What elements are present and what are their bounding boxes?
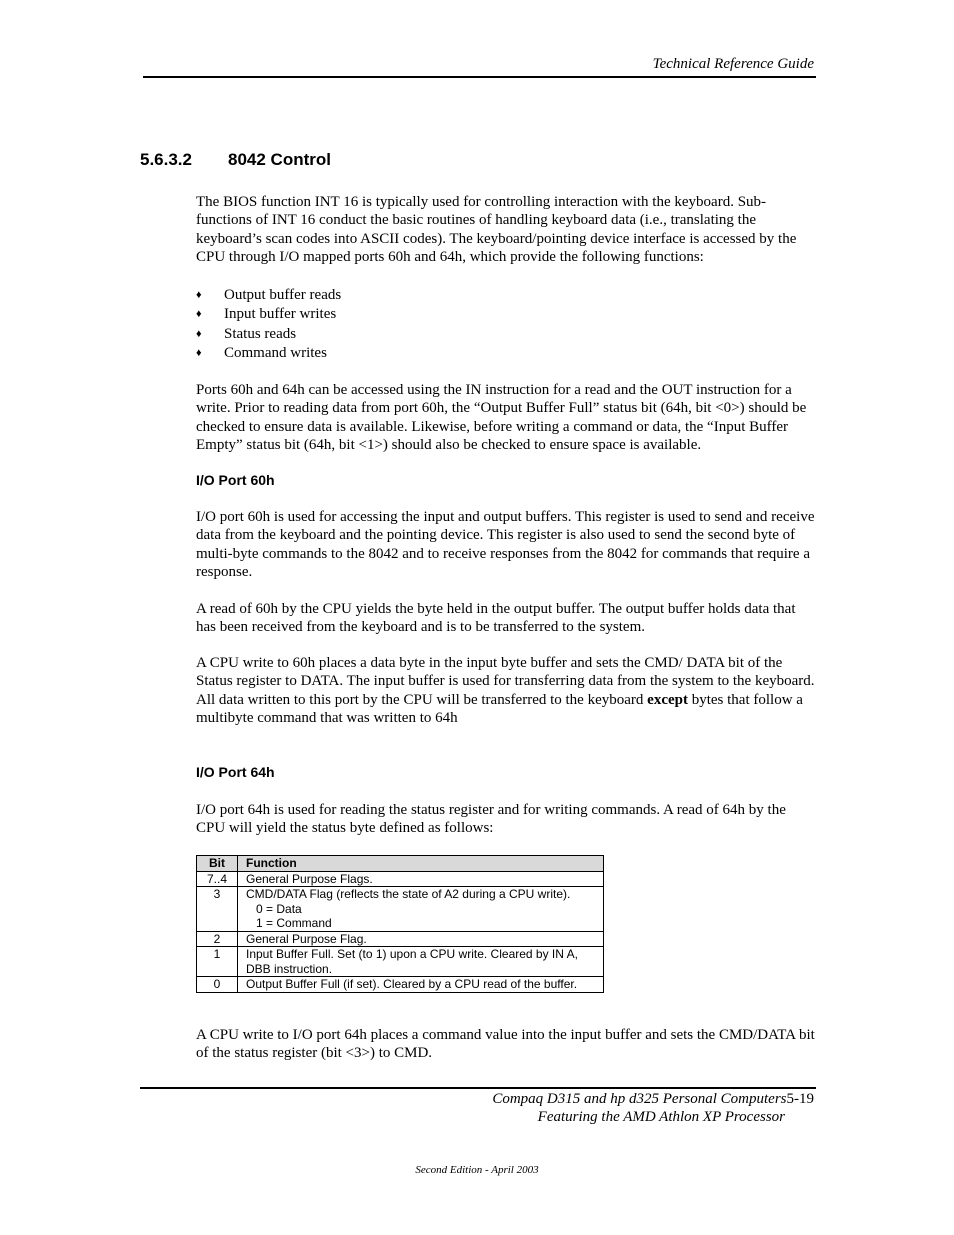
port60-text-3 [196, 654, 816, 727]
table-header-row [197, 856, 604, 872]
column-header-function: Function [238, 856, 604, 872]
ports-paragraph [196, 381, 816, 454]
intro-paragraph [196, 193, 816, 266]
function-list [196, 286, 341, 363]
footer-product: Compaq D315 and hp d325 Personal Computers [492, 1091, 787, 1107]
function-text: CMD/DATA Flag (reflects the state of A2 during a CPU write). [246, 887, 571, 901]
header-rule [143, 76, 816, 78]
port64-paragraph-1 [196, 801, 816, 838]
footer-product-line [492, 1091, 814, 1108]
section-heading [140, 150, 331, 170]
list-item [196, 286, 341, 305]
list-item-label: Output buffer reads [224, 287, 342, 303]
list-item [196, 305, 341, 324]
ports-text: Ports 60h and 64h can be accessed using the IN instruction for a read and the OUT instruction for a write. Prior to reading data from port 60h, the “Output Buffer Full” status bit (64h, bit <0>) should be checked to ensure data is available. Likewise, before writing a command or data, the “Input Buffer Empty” status bit (64h, bit <1>) should also be checked to ensure space is available. [196, 382, 807, 453]
function-cell [238, 887, 604, 932]
port60-paragraph-1 [196, 508, 816, 581]
port60-text-2: A read of 60h by the CPU yields the byte held in the output buffer. The output buffer holds data that has been received from the keyboard and is to be transferred to the system. [196, 601, 796, 636]
bit-cell: 0 [197, 977, 238, 993]
list-item [196, 325, 341, 344]
function-cell: Input Buffer Full. Set (to 1) upon a CPU write. Cleared by IN A, DBB instruction. [238, 947, 604, 977]
bit-cell: 1 [197, 947, 238, 977]
table-row [197, 871, 604, 887]
port60-heading: I/O Port 60h [196, 472, 275, 488]
header-title: Technical Reference Guide [652, 56, 814, 72]
port60-text-1: I/O port 60h is used for accessing the input and output buffers. This register is used to send and receive data from the keyboard and the pointing device. This register is also used to send the second byte of multi-byte commands to the 8042 and to receive responses from the 8042 for commands that require a response. [196, 509, 815, 580]
port60-text-3a: A CPU write to 60h places a data byte in the input byte buffer and sets the CMD/ DATA bit of the Status register to DATA. The input buffer is used for transferring data from the system to the keyboard. All data written to this port by the CPU will be transferred to the keyboard [196, 655, 815, 708]
diamond-bullet-icon: ♦ [196, 289, 202, 301]
bit-cell: 3 [197, 887, 238, 932]
diamond-bullet-icon: ♦ [196, 346, 202, 359]
diamond-bullet-icon: ♦ [196, 308, 202, 321]
intro-text: The BIOS function INT 16 is typically used for controlling interaction with the keyboard. Sub-functions of INT 16 conduct the basic routines of handling keyboard data (i.e., translating the keyboard’s scan codes into ASCII codes). The keyboard/pointing device interface is accessed by the CPU through I/O mapped ports 60h and 64h, which provide the following functions: [196, 194, 797, 265]
table-row [197, 977, 604, 993]
bit-cell: 7..4 [197, 871, 238, 887]
list-item-label: Command writes [224, 344, 327, 361]
list-item-label: Input buffer writes [224, 306, 337, 323]
port60-paragraph-3 [196, 654, 816, 727]
port60-paragraph-2 [196, 600, 816, 637]
bit-cell: 2 [197, 931, 238, 947]
function-cell: Output Buffer Full (if set). Cleared by a CPU read of the buffer. [238, 977, 604, 993]
emphasis-except: except [647, 691, 688, 708]
port64-text-2: A CPU write to I/O port 64h places a command value into the input buffer and sets the CMD/DATA bit of the status register (bit <3>) to CMD. [196, 1027, 815, 1062]
footer-rule [140, 1087, 816, 1089]
footer-processor-line: Featuring the AMD Athlon XP Processor [537, 1109, 785, 1125]
port64-text-1: I/O port 64h is used for reading the status register and for writing commands. A read of 64h by the CPU will yield the status byte defined as follows: [196, 802, 786, 837]
section-number: 5.6.3.2 [140, 150, 192, 169]
list-item-label: Status reads [224, 325, 297, 342]
function-cell: General Purpose Flags. [238, 871, 604, 887]
function-cell: General Purpose Flag. [238, 931, 604, 947]
diamond-bullet-icon: ♦ [196, 327, 202, 340]
function-subvalue: 1 = Command [256, 916, 332, 930]
port64-paragraph-2 [196, 1026, 816, 1063]
port64-heading: I/O Port 64h [196, 764, 275, 780]
column-header-bit: Bit [197, 856, 238, 872]
status-byte-table [196, 855, 604, 993]
port60-text-3b: bytes that follow a multibyte command that was written to 64h [196, 691, 803, 726]
section-title: 8042 Control [228, 150, 331, 169]
edition-note: Second Edition - April 2003 [415, 1164, 539, 1176]
table-row [197, 931, 604, 947]
function-subvalue: 0 = Data [256, 901, 302, 916]
table-row [197, 947, 604, 977]
table-row [197, 887, 604, 932]
page-number: 5-19 [786, 1091, 814, 1107]
list-item [196, 344, 341, 363]
